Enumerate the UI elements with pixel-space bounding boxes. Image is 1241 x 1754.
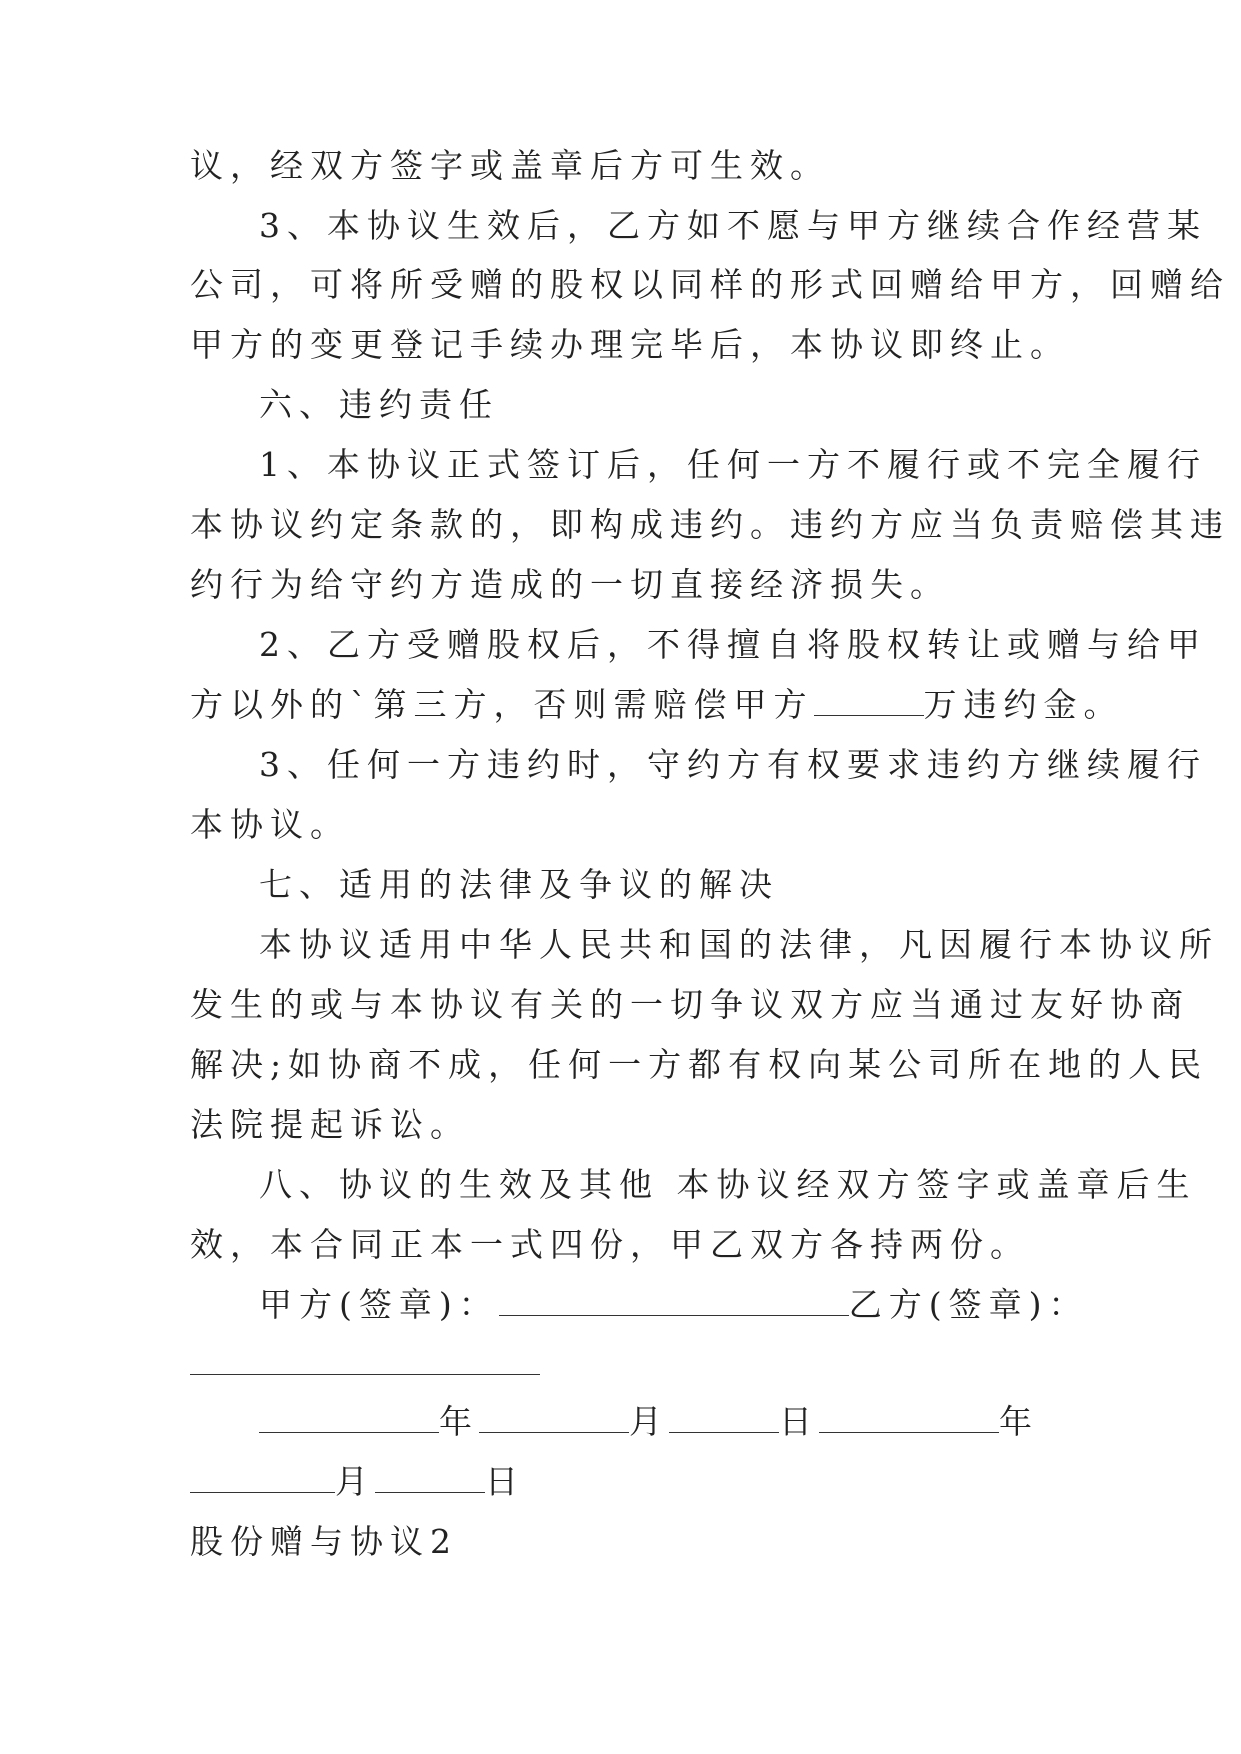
paragraph-line: 议，经双方签字或盖章后方可生效。 xyxy=(190,146,830,185)
party-a-day-blank xyxy=(669,1402,779,1433)
party-a-month-blank xyxy=(479,1402,629,1433)
year-label: 年 xyxy=(999,1402,1039,1441)
date-row xyxy=(259,1400,1051,1444)
month-label: 月 xyxy=(629,1402,669,1441)
party-b-year-blank xyxy=(819,1402,999,1433)
section-heading: 八、协议的生效及其他 本协议经双方签字或盖章后生 xyxy=(259,1165,1197,1204)
year-label: 年 xyxy=(439,1402,479,1441)
penalty-line xyxy=(190,683,1124,727)
party-b-day-blank xyxy=(375,1462,485,1493)
party-b-signature-label: 乙方(签章)： xyxy=(848,1285,1089,1324)
signature-row xyxy=(259,1283,1089,1327)
penalty-text-before: 方以外的`第三方，否则需赔偿甲方 xyxy=(190,685,814,724)
paragraph-line: 本协议约定条款的，即构成违约。违约方应当负责赔偿其违 xyxy=(190,505,1230,544)
paragraph-line: 效，本合同正本一式四份，甲乙双方各持两份。 xyxy=(190,1225,1030,1264)
next-document-title: 股份赠与协议2 xyxy=(190,1522,458,1561)
day-label: 日 xyxy=(485,1462,525,1501)
paragraph-line: 3、本协议生效后，乙方如不愿与甲方继续合作经营某 xyxy=(259,206,1207,245)
paragraph-line: 解决;如协商不成，任何一方都有权向某公司所在地的人民 xyxy=(190,1045,1209,1084)
paragraph-line: 发生的或与本协议有关的一切争议双方应当通过友好协商 xyxy=(190,985,1190,1024)
paragraph-line: 3、任何一方违约时，守约方有权要求违约方继续履行 xyxy=(259,745,1207,784)
party-b-signature-blank xyxy=(190,1374,540,1375)
party-a-signature-blank xyxy=(499,1285,849,1316)
paragraph-line: 本协议适用中华人民共和国的法律，凡因履行本协议所 xyxy=(259,925,1219,964)
party-b-month-blank xyxy=(190,1462,335,1493)
paragraph-line: 公司，可将所受赠的股权以同样的形式回赠给甲方，回赠给 xyxy=(190,265,1230,304)
paragraph-line: 1、本协议正式签订后，任何一方不履行或不完全履行 xyxy=(259,445,1207,484)
penalty-amount-blank xyxy=(814,685,924,716)
paragraph-line: 约行为给守约方造成的一切直接经济损失。 xyxy=(190,565,950,604)
party-a-year-blank xyxy=(259,1402,439,1433)
party-a-signature-label: 甲方(签章)： xyxy=(259,1285,499,1324)
section-heading: 六、违约责任 xyxy=(259,385,499,424)
paragraph-line: 法院提起诉讼。 xyxy=(190,1105,470,1144)
day-label: 日 xyxy=(779,1402,819,1441)
paragraph-line: 本协议。 xyxy=(190,805,350,844)
section-heading: 七、适用的法律及争议的解决 xyxy=(259,865,779,904)
penalty-text-after: 万违约金。 xyxy=(923,685,1124,724)
paragraph-line: 甲方的变更登记手续办理完毕后，本协议即终止。 xyxy=(190,325,1070,364)
paragraph-line: 2、乙方受赠股权后，不得擅自将股权转让或赠与给甲 xyxy=(259,625,1207,664)
month-label: 月 xyxy=(335,1462,375,1501)
date-row-continued xyxy=(190,1460,1051,1504)
